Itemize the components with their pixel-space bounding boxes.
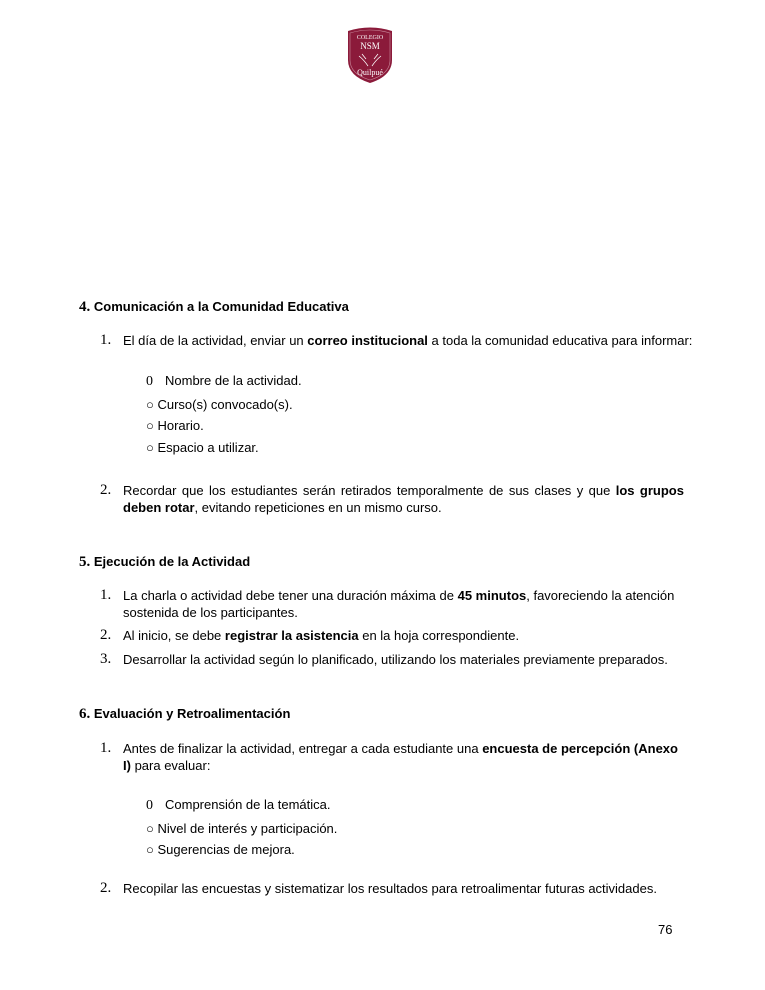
item-number: 2. (100, 880, 112, 896)
item-number: 2. (100, 627, 112, 643)
sub-item-marker: ○ (146, 821, 154, 836)
item-text: Desarrollar la actividad según lo planificado, utilizando los materiales previamente preparados. (123, 652, 668, 667)
section-heading-4 (79, 299, 349, 316)
item-number: 2. (100, 482, 112, 498)
item-text: El día de la actividad, enviar un correo institucional a toda la comunidad educativa para informar: (123, 333, 693, 348)
item-number: 1. (100, 332, 112, 348)
section-title-text: Comunicación a la Comunidad Educativa (93, 299, 349, 314)
sub-item-text: Comprensión de la temática. (165, 797, 331, 812)
sub-item-marker: 0 (146, 798, 153, 813)
sub-item-text: Espacio a utilizar. (157, 440, 259, 455)
section-title-text: Ejecución de la Actividad (93, 554, 251, 569)
school-crest-icon (342, 26, 398, 84)
sub-item-text: Sugerencias de mejora. (157, 842, 295, 857)
section-heading-6 (79, 706, 290, 723)
sub-item (146, 797, 330, 814)
sub-item-text: Horario. (157, 418, 204, 433)
item-text: Antes de finalizar la actividad, entregar a cada estudiante una encuesta de percepción (Anexo I) para evaluar: (123, 741, 678, 773)
sub-item-text: Nombre de la actividad. (165, 373, 302, 388)
list-item (100, 627, 696, 644)
section-title-text: Evaluación y Retroalimentación (93, 706, 291, 721)
sub-item (146, 440, 259, 455)
sub-item-marker: ○ (146, 842, 154, 857)
item-text: Recopilar las encuestas y sistematizar los resultados para retroalimentar futuras actividades. (123, 881, 657, 896)
sub-item-text: Curso(s) convocado(s). (157, 397, 293, 412)
section-heading-5 (79, 554, 250, 571)
sub-item-text: Nivel de interés y participación. (157, 821, 338, 836)
list-item (100, 651, 696, 668)
school-logo (342, 26, 398, 84)
sub-item (146, 373, 302, 390)
logo-line2: NSM (360, 41, 380, 51)
item-number: 3. (100, 651, 112, 667)
sub-item-marker: ○ (146, 418, 154, 433)
logo-line1: COLEGIO (356, 35, 384, 41)
sub-item (146, 418, 204, 433)
item-text: Recordar que los estudiantes serán retirados temporalmente de sus clases y que los grupos deben rotar, evitando repeticiones en un mismo curso. (123, 483, 684, 515)
sub-item (146, 397, 293, 412)
section-number: 6. (79, 706, 91, 722)
list-item (100, 740, 688, 774)
list-item (100, 587, 688, 621)
item-number: 1. (100, 740, 112, 756)
section-number: 4. (79, 299, 91, 315)
sub-item-marker: ○ (146, 397, 154, 412)
page-number: 76 (658, 922, 673, 937)
list-item (100, 332, 696, 349)
section-number: 5. (79, 554, 91, 570)
list-item (100, 880, 696, 897)
logo-line3: Quilpué (357, 68, 383, 77)
item-number: 1. (100, 587, 112, 603)
item-text: La charla o actividad debe tener una duración máxima de 45 minutos, favoreciendo la atención sostenida de los participantes. (123, 588, 675, 620)
sub-item-marker: ○ (146, 440, 154, 455)
sub-item (146, 842, 295, 857)
list-item (100, 482, 684, 516)
item-text: Al inicio, se debe registrar la asistencia en la hoja correspondiente. (123, 628, 520, 643)
sub-item-marker: 0 (146, 374, 153, 389)
sub-item (146, 821, 337, 836)
